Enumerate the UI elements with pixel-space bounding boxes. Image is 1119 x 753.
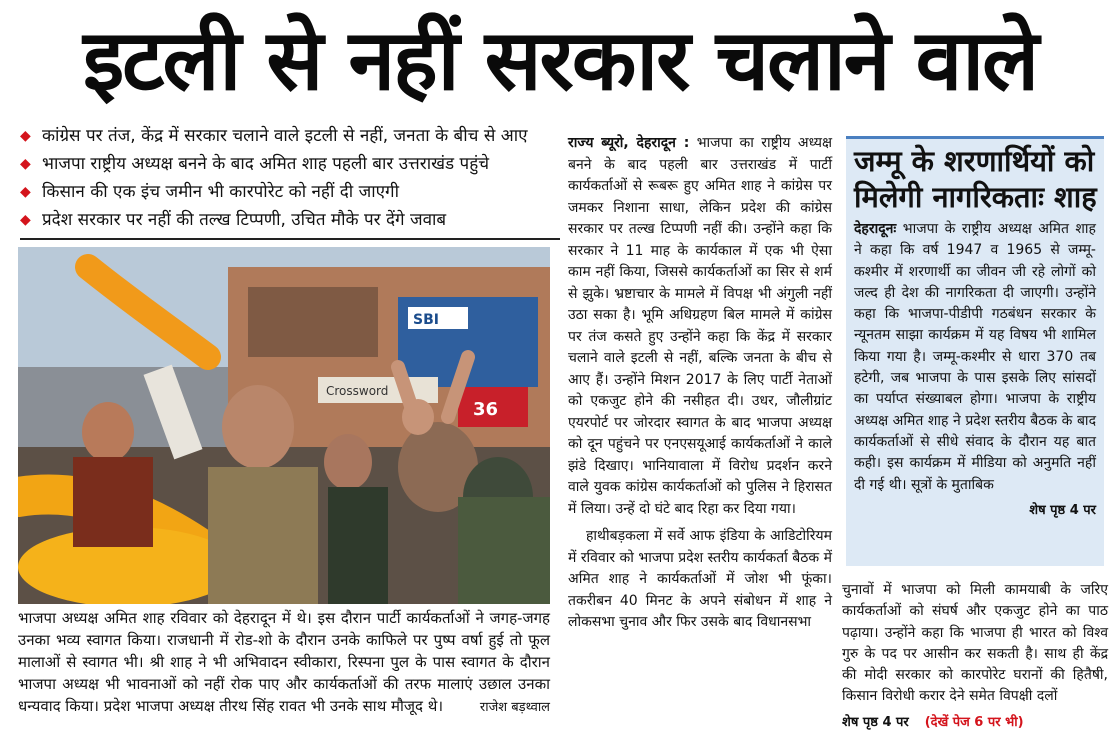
bullet-text: प्रदेश सरकार पर नहीं की तल्ख टिप्पणी, उचित मौके पर देंगे जवाब [42, 210, 447, 230]
news-photo [18, 247, 550, 604]
side-story-title: जम्मू के शरणार्थियों को [854, 144, 1095, 178]
bullet-item [20, 122, 560, 150]
side-story-body [854, 219, 1096, 496]
diamond-icon: ◆ [20, 156, 31, 172]
story-text: भाजपा का राष्ट्रीय अध्यक्ष बनने के बाद पहली बार उत्तराखंड में पार्टी कार्यकर्ताओं से रूबरू हुए अमित शाह ने कांग्रेस पर जमकर निशाना साधा, लेकिन प्रदेश की कांग्रेस सरकार पर तल्ख टिप्पणी नहीं की। उन्होंने कहा कि सरकार ने 11 माह के कार्यकाल में एक भी ऐसा काम नहीं किया, जिससे कार्यकर्ताओं का सिर से शर्म से झुके। भ्रष्टाचार के मामले में विपक्ष भी अंगुली नहीं उठा सका है। भूमि अधिग्रहण बिल मामले में कांग्रेस पर तंज कसते हुए उन्होंने कहा कि केंद्र में सरकार चलाने वाले इटली से नहीं, बल्कि जनता के बीच से आए हैं। उन्होंने मिशन 2017 के लिए पार्टी नेताओं को एकजुट होने की नसीहत दी। उधर, जौलीग्रांट एयरपोर्ट पर जोरदार स्वागत के बाद भाजपा अध्यक्ष को दून पहुंचने पर एनएसयूआई कार्यकर्ताओं ने काले झंडे दिखाए। भानियावाला में विरोध प्रदर्शन करने वाले युवक कांग्रेस कार्यकर्ताओं को पुलिस ने हिरासत में लिया। उन्हें दो घंटे बाद रिहा कर दिया गया। [568, 135, 833, 517]
see-also-link: (देखें पेज 6 पर भी) [924, 714, 1024, 730]
bullet-list [20, 122, 560, 234]
story-continuation [842, 580, 1108, 733]
continued-note: शेष पृष्ठ 4 पर [1029, 502, 1096, 518]
side-story-text: भाजपा के राष्ट्रीय अध्यक्ष अमित शाह ने कहा कि वर्ष 1947 व 1965 से जम्मू-कश्मीर में शरणार्थी का जीवन जी रहे लोगों को जल्द ही देश की नागरिकता दी जाएगी। उन्होंने कहा कि भाजपा-पीडीपी गठबंधन सरकार के न्यूनतम साझा कार्यक्रम में यह विषय भी शामिल किया गया है। जम्मू-कश्मीर से धारा 370 तब हटेगी, जब भाजपा के पास इसके लिए सांसदों का पर्याप्त संख्याबल होगा। भाजपा के राष्ट्रीय अध्यक्ष अमित शाह ने प्रदेश स्तरीय बैठक के बाद कार्यकर्ताओं से सीधे संवाद के दौरान यह बात कही। इस कार्यक्रम में मीडिया को अनुमति नहीं दी गई थी। सूत्रों के मुताबिक [854, 221, 1096, 493]
dateline: राज्य ब्यूरो, देहरादून : [568, 135, 690, 151]
bullet-item [20, 178, 560, 206]
story-text: चुनावों में भाजपा को मिली कामयाबी के जरिए कार्यकर्ताओं को संघर्ष और एकजुट होने का पाठ पढ़ाया। उन्होंने कहा कि भाजपा ही भारत को विश्व गुरु के पद पर आसीन कर सकती है। साथ ही केंद्र की मोदी सरकार को कारपोरेट घरानों की हितैषी, किसान विरोधी करार देने समेत विपक्षी दलों [842, 582, 1108, 705]
photo-caption [18, 607, 550, 717]
side-story-title: मिलेगी नागरिकताः शाह [854, 180, 1097, 214]
bullet-item [20, 150, 560, 178]
diamond-icon: ◆ [20, 212, 31, 228]
main-story [568, 133, 832, 634]
dateline: देहरादूनः [854, 221, 897, 237]
sign-text: SBI [413, 312, 439, 328]
photo-credit: राजेश बड़थ्वाल [479, 700, 550, 715]
diamond-icon: ◆ [20, 128, 31, 144]
continued-note [842, 712, 1108, 733]
diamond-icon: ◆ [20, 184, 31, 200]
side-story-box [846, 136, 1104, 566]
caption-text: भाजपा अध्यक्ष अमित शाह रविवार को देहरादून में थे। इस दौरान पार्टी कार्यकर्ताओं ने जगह-जगह उनका भव्य स्वागत किया। राजधानी में रोड-शो के दौरान उनके काफिले पर पुष्प वर्षा हुई तो फूल मालाओं से स्वागत भी। श्री शाह ने भी अभिवादन स्वीकारा, रिस्पना पुल के पास स्वागत के दौरान भाजपा अध्यक्ष भी भावनाओं को नहीं रोक पाए और कार्यकर्ताओं की तरफ मालाएं उछाल उनका धन्यवाद किया। प्रदेश भाजपा अध्यक्ष तीरथ सिंह रावत भी उनके साथ मौजूद थे। [18, 609, 550, 715]
story-paragraph: हाथीबड़कला में सर्वे आफ इंडिया के आडिटोरियम में रविवार को भाजपा प्रदेश स्तरीय कार्यकर्ता बैठक में अमित शाह ने कार्यकर्ताओं में जोश भी फूंका। तकरीबन 40 मिनट के अपने संबोधन में शाह ने लोकसभा चुनाव और फिर उसके बाद विधानसभा [568, 528, 832, 630]
headline: इटली से नहीं सरकार चलाने वाले [82, 11, 1038, 109]
bullet-text: किसान की एक इंच जमीन भी कारपोरेट को नहीं दी जाएगी [42, 182, 399, 202]
continued-text: शेष पृष्ठ 4 पर [842, 714, 909, 730]
sign-text: Crossword [326, 384, 389, 398]
bullet-text: भाजपा राष्ट्रीय अध्यक्ष बनने के बाद अमित शाह पहली बार उत्तराखंड पहुंचे [42, 154, 490, 174]
sign-text: 36 [473, 399, 499, 420]
bullet-text: कांग्रेस पर तंज, केंद्र में सरकार चलाने वाले इटली से नहीं, जनता के बीच से आए [42, 126, 528, 146]
story-paragraph [568, 133, 832, 520]
divider [20, 238, 560, 240]
bullet-item [20, 206, 560, 234]
